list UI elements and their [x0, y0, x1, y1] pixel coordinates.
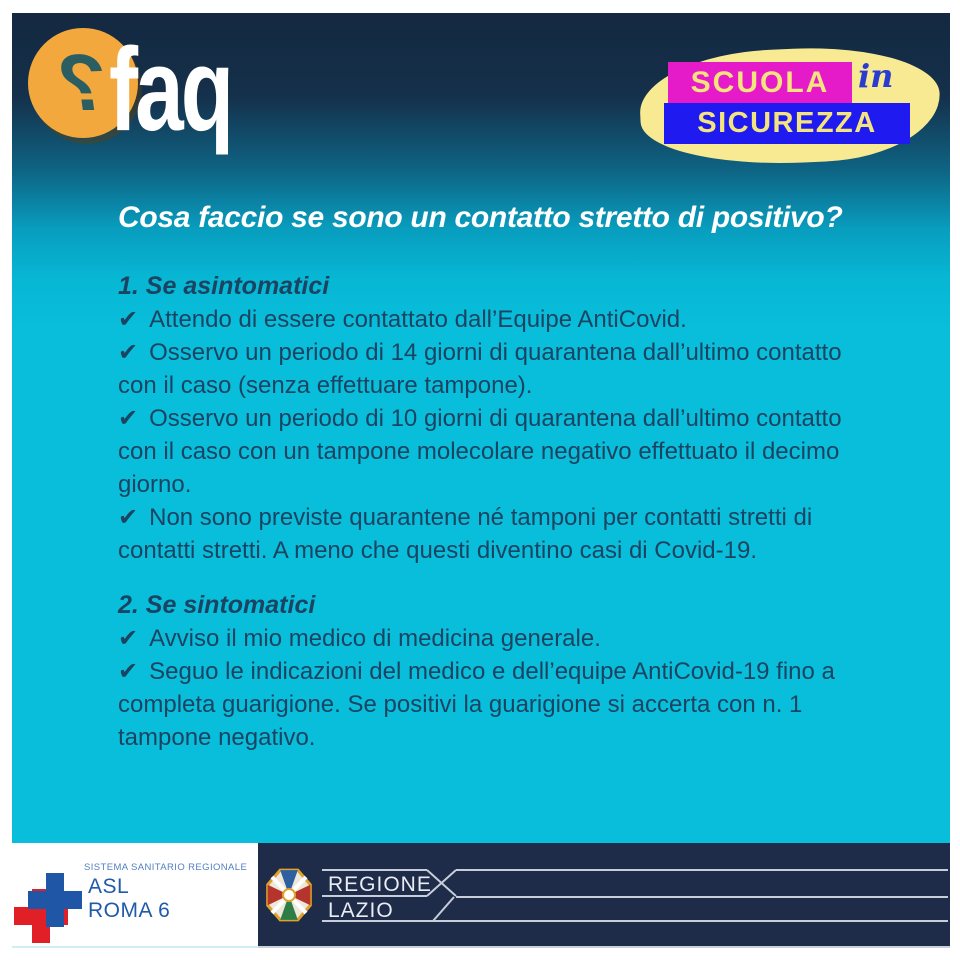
faq-card: [12, 13, 950, 843]
checkmark-icon: ✔: [118, 339, 139, 366]
section-2-heading: 2. Se sintomatici: [118, 591, 316, 619]
list-item: [118, 402, 860, 501]
page-title: Cosa faccio se sono un contatto stretto di positivo?: [118, 201, 843, 234]
list-item: [118, 622, 860, 655]
list-item: [118, 336, 860, 402]
regione-label: REGIONE: [328, 873, 432, 896]
list-item-text: Attendo di essere contattato dall’Equipe AntiCovid.: [149, 306, 687, 333]
scuola-box: [668, 62, 852, 103]
asl-name: [88, 875, 170, 923]
regione-lazio-strip: [258, 843, 950, 948]
regione-lazio-graphic: [258, 843, 950, 946]
asl-name-line2: ROMA 6: [88, 899, 171, 922]
sistema-sanitario-label: SISTEMA SANITARIO REGIONALE: [84, 862, 248, 873]
list-item: [118, 655, 860, 754]
checkmark-icon: ✔: [118, 504, 139, 531]
list-item: [118, 303, 860, 336]
checkmark-icon: ✔: [118, 306, 139, 333]
faq-answer-body: [118, 270, 860, 754]
list-item-text: Non sono previste quarantene né tamponi per contatti stretti di contatti stretti. A meno che questi diventino casi di Covid-19.: [118, 504, 813, 564]
regione-lazio-emblem-icon: [268, 870, 311, 920]
asl-name-line1: ASL: [88, 875, 130, 898]
in-script-label: in: [858, 57, 894, 95]
list-item: [118, 501, 860, 567]
scuola-sicurezza-logo: [648, 53, 934, 161]
sicurezza-box: [664, 103, 910, 144]
lazio-label: LAZIO: [328, 899, 394, 922]
checkmark-icon: ✔: [118, 625, 139, 652]
list-item-text: Avviso il mio medico di medicina generale.: [149, 625, 601, 652]
sicurezza-label: SICUREZZA: [697, 107, 877, 139]
scuola-label: SCUOLA: [690, 65, 830, 99]
checkmark-icon: ✔: [118, 405, 139, 432]
asl-cross-blue: [28, 891, 82, 909]
section-1-heading: 1. Se asintomatici: [118, 272, 330, 300]
asl-roma6-panel: [12, 843, 258, 948]
faq-label: faq: [109, 24, 232, 156]
list-item-text: Osservo un periodo di 10 giorni di quarantena dall’ultimo contatto con il caso con un tampone molecolare negativo effettuato il decimo giorno.: [118, 405, 842, 498]
question-mark-icon: ?: [52, 38, 114, 127]
checkmark-icon: ✔: [118, 658, 139, 685]
list-item-text: Seguo le indicazioni del medico e dell’equipe AntiCovid-19 fino a completa guarigione. Se positivi la guarigione si accerta con n. 1 tampone negativo.: [118, 658, 835, 751]
list-item-text: Osservo un periodo di 14 giorni di quarantena dall’ultimo contatto con il caso (senza effettuare tampone).: [118, 339, 842, 399]
